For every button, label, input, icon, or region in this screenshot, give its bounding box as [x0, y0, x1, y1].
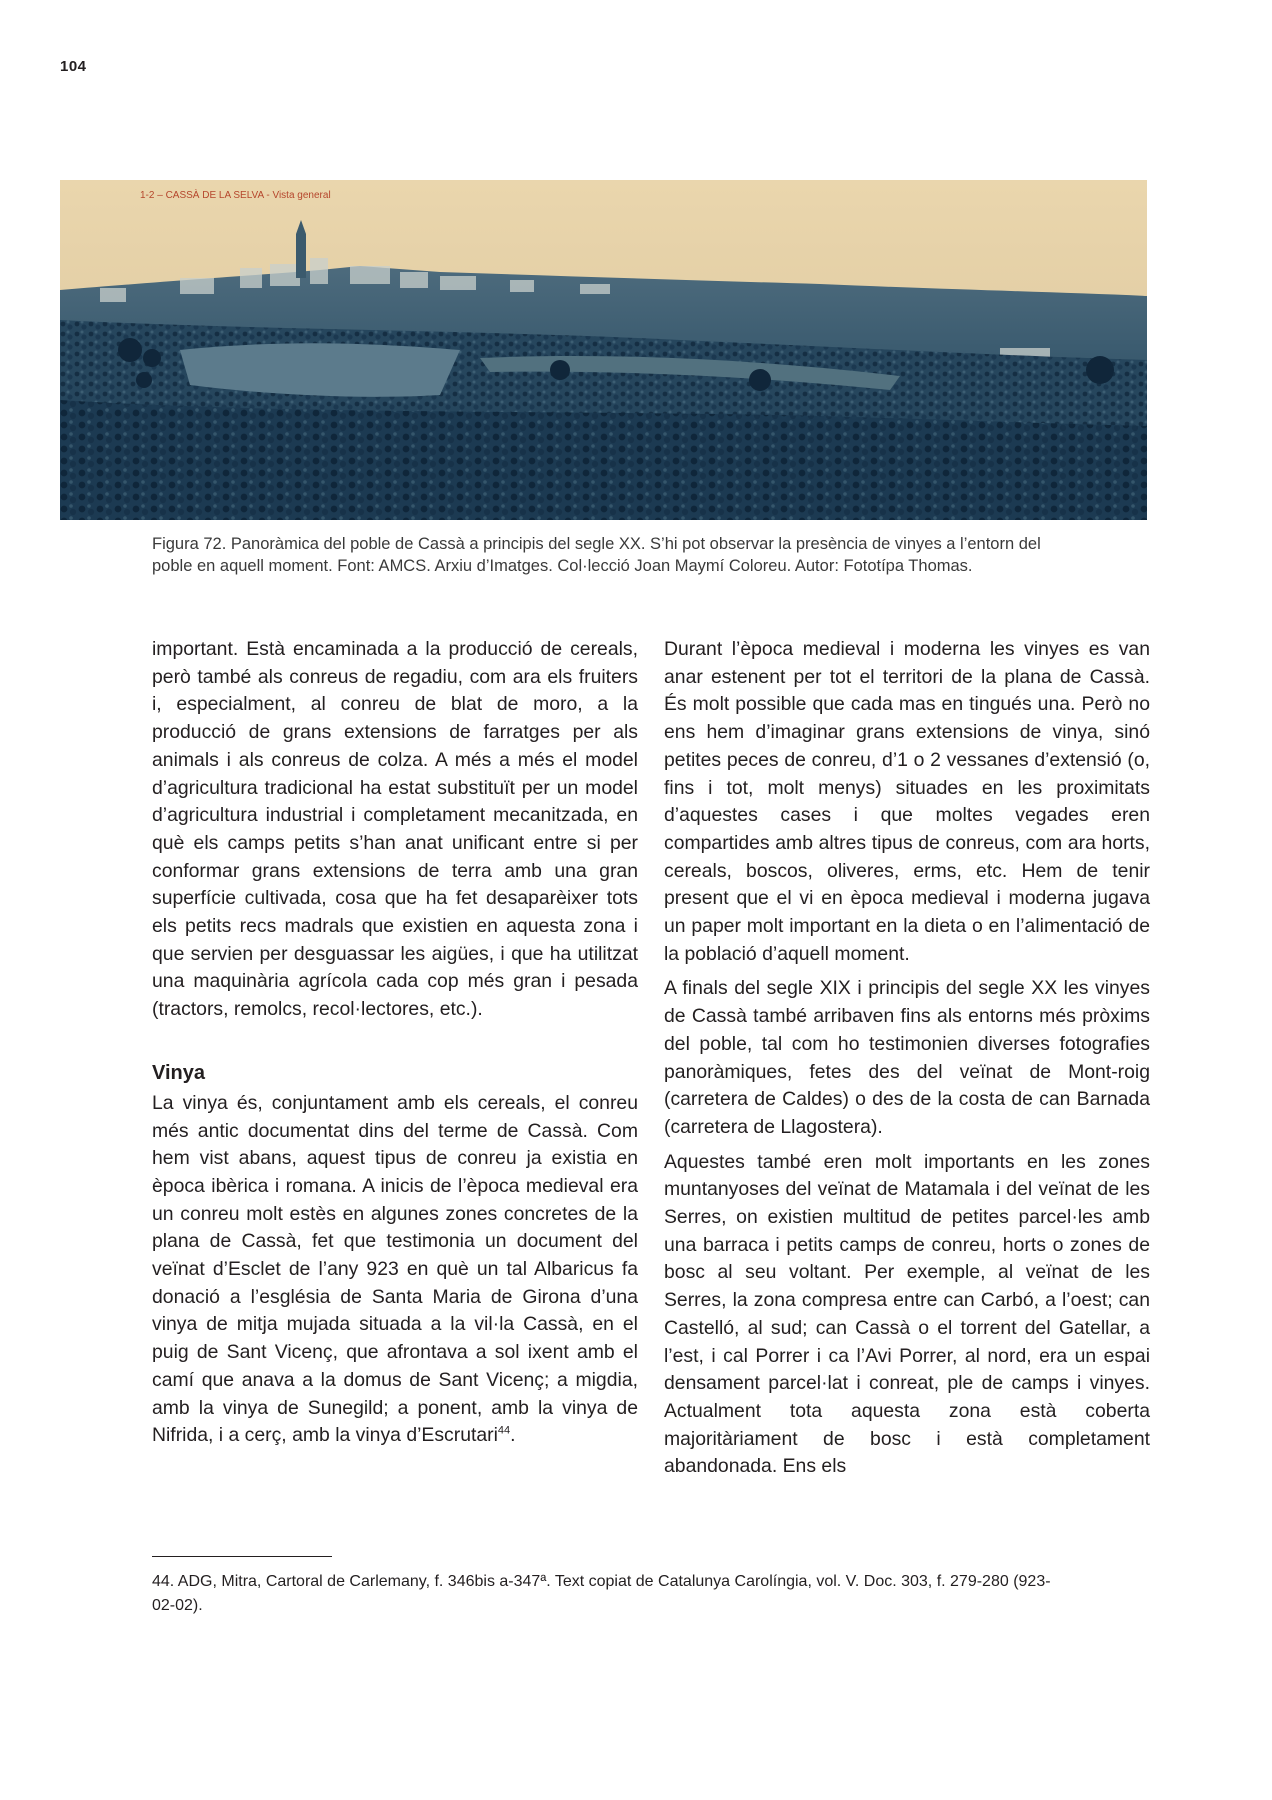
paragraph-text: La vinya és, conjuntament amb els cereals, el conreu més antic documentat dins del terme de Cassà. Com hem vist abans, aquest tipus de conreu ja existia en època ibèrica i romana. A inicis de l’època medieval era un conreu molt estès en algunes zones concretes de la plana de Cassà, fet que testimonia un document del veïnat d’Esclet de l’any 923 en què un tal Albaricus fa donació a l’església de Santa Maria de Girona d’una vinya de mitja mujada situada a la vil·la Cassà, en el puig de Sant Vicenç, que afrontava a sol ixent amb el camí que anava a la domus de Sant Vicenç; a migdia, amb la vinya de Sunegild; a ponent, amb la vinya de Nifrida, i a cerç, amb la vinya d’Escrutari: [152, 1091, 638, 1447]
paragraph: Durant l’època medieval i moderna les vinyes es van anar estenent per tot el territori de la plana de Cassà. És molt possible que cada mas en tingués una. Però no ens hem d’imaginar grans extensions de vinya, sinó petites peces de conreu, d’1 o 2 vessanes d’extensió (o, fins i tot, molt menys) situades en les proximitats d’aquestes cases i que moltes vegades eren compartides amb altres tipus de conreus, com ara horts, cereals, boscos, oliveres, erms, etc. Hem de tenir present que el vi en època medieval i moderna jugava un paper molt important en la dieta o en l’alimentació de la població d’aquell moment.: [664, 638, 1150, 965]
right-column: [664, 636, 1150, 1481]
paragraph: [152, 1090, 638, 1450]
panoramic-photo: [60, 180, 1147, 520]
paragraph: important. Està encaminada a la producció de cereals, però també als conreus de regadiu, com ara els fruiters i, especialment, al conreu de blat de moro, a la producció de grans extensions de farratges per als animals i als conreus de colza. A més a més el model d’agricultura tradicional ha estat substituït per un model d’agricultura industrial i completament mecanitzada, en què els camps petits s’han anat unificant entre si per conformar grans extensions de terra amb una gran superfície cultivada, cosa que ha fet desaparèixer tots els petits recs madrals que existien en aquesta zona i que servien per desguassar les aigües, i que ha utilitzat una maquinària agrícola cada cop més gran i pesada (tractors, remolcs, recol·lectores, etc.).: [152, 638, 638, 1021]
paragraph-end: .: [510, 1424, 516, 1447]
footnote: [152, 1570, 1147, 1618]
paragraph: Aquestes també eren molt importants en les zones muntanyoses del veïnat de Matamala i del veïnat de les Serres, on existien multitud de petites parcel·les amb una barraca i petits camps de conreu, horts o zones de bosc al seu voltant. Per exemple, al veïnat de les Serres, la zona compresa entre can Carbó, a l’oest; can Castelló, al sud; can Cassà o el torrent del Gatellar, a l’est, i cal Porrer i ca l’Avi Porrer, al nord, era un espai densament parcel·lat i conreat, ple de camps i vinyes. Actualment tota aquesta zona està coberta majoritàriament de bosc i està completament abandonada. Ens els: [664, 1150, 1150, 1478]
footnote-line: 44. ADG, Mitra, Cartoral de Carlemany, f. 346bis a-347ª. Text copiat de Catalunya Carolíngia, vol. V. Doc. 303, f. 279-280 (923-: [152, 1573, 1051, 1590]
left-column: [152, 636, 638, 1450]
footnote-divider: [152, 1556, 332, 1557]
paragraph: A finals del segle XIX i principis del segle XX les vinyes de Cassà també arribaven fins als entorns més pròxims del poble, tal com ho testimonien diverses fotografies panoràmiques, fetes des del veïnat de Mont-roig (carretera de Caldes) o des de la costa de can Barnada (carretera de Llagostera).: [664, 977, 1150, 1138]
page-number: 104: [60, 58, 87, 75]
figure-caption: [152, 533, 1147, 577]
caption-line: poble en aquell moment. Font: AMCS. Arxiu d’Imatges. Col·lecció Joan Maymí Coloreu. Autor: Fototípa Thomas.: [152, 557, 973, 575]
section-heading: Vinya: [152, 1061, 205, 1084]
caption-line: Figura 72. Panoràmica del poble de Cassà a principis del segle XX. S’hi pot observar la presència de vinyes a l’entorn del: [152, 535, 1041, 553]
footnote-reference[interactable]: 44: [497, 1424, 511, 1437]
footnote-line: 02-02).: [152, 1597, 203, 1614]
photo-stamp: 1-2 – CASSÀ DE LA SELVA - Vista general: [140, 190, 331, 201]
